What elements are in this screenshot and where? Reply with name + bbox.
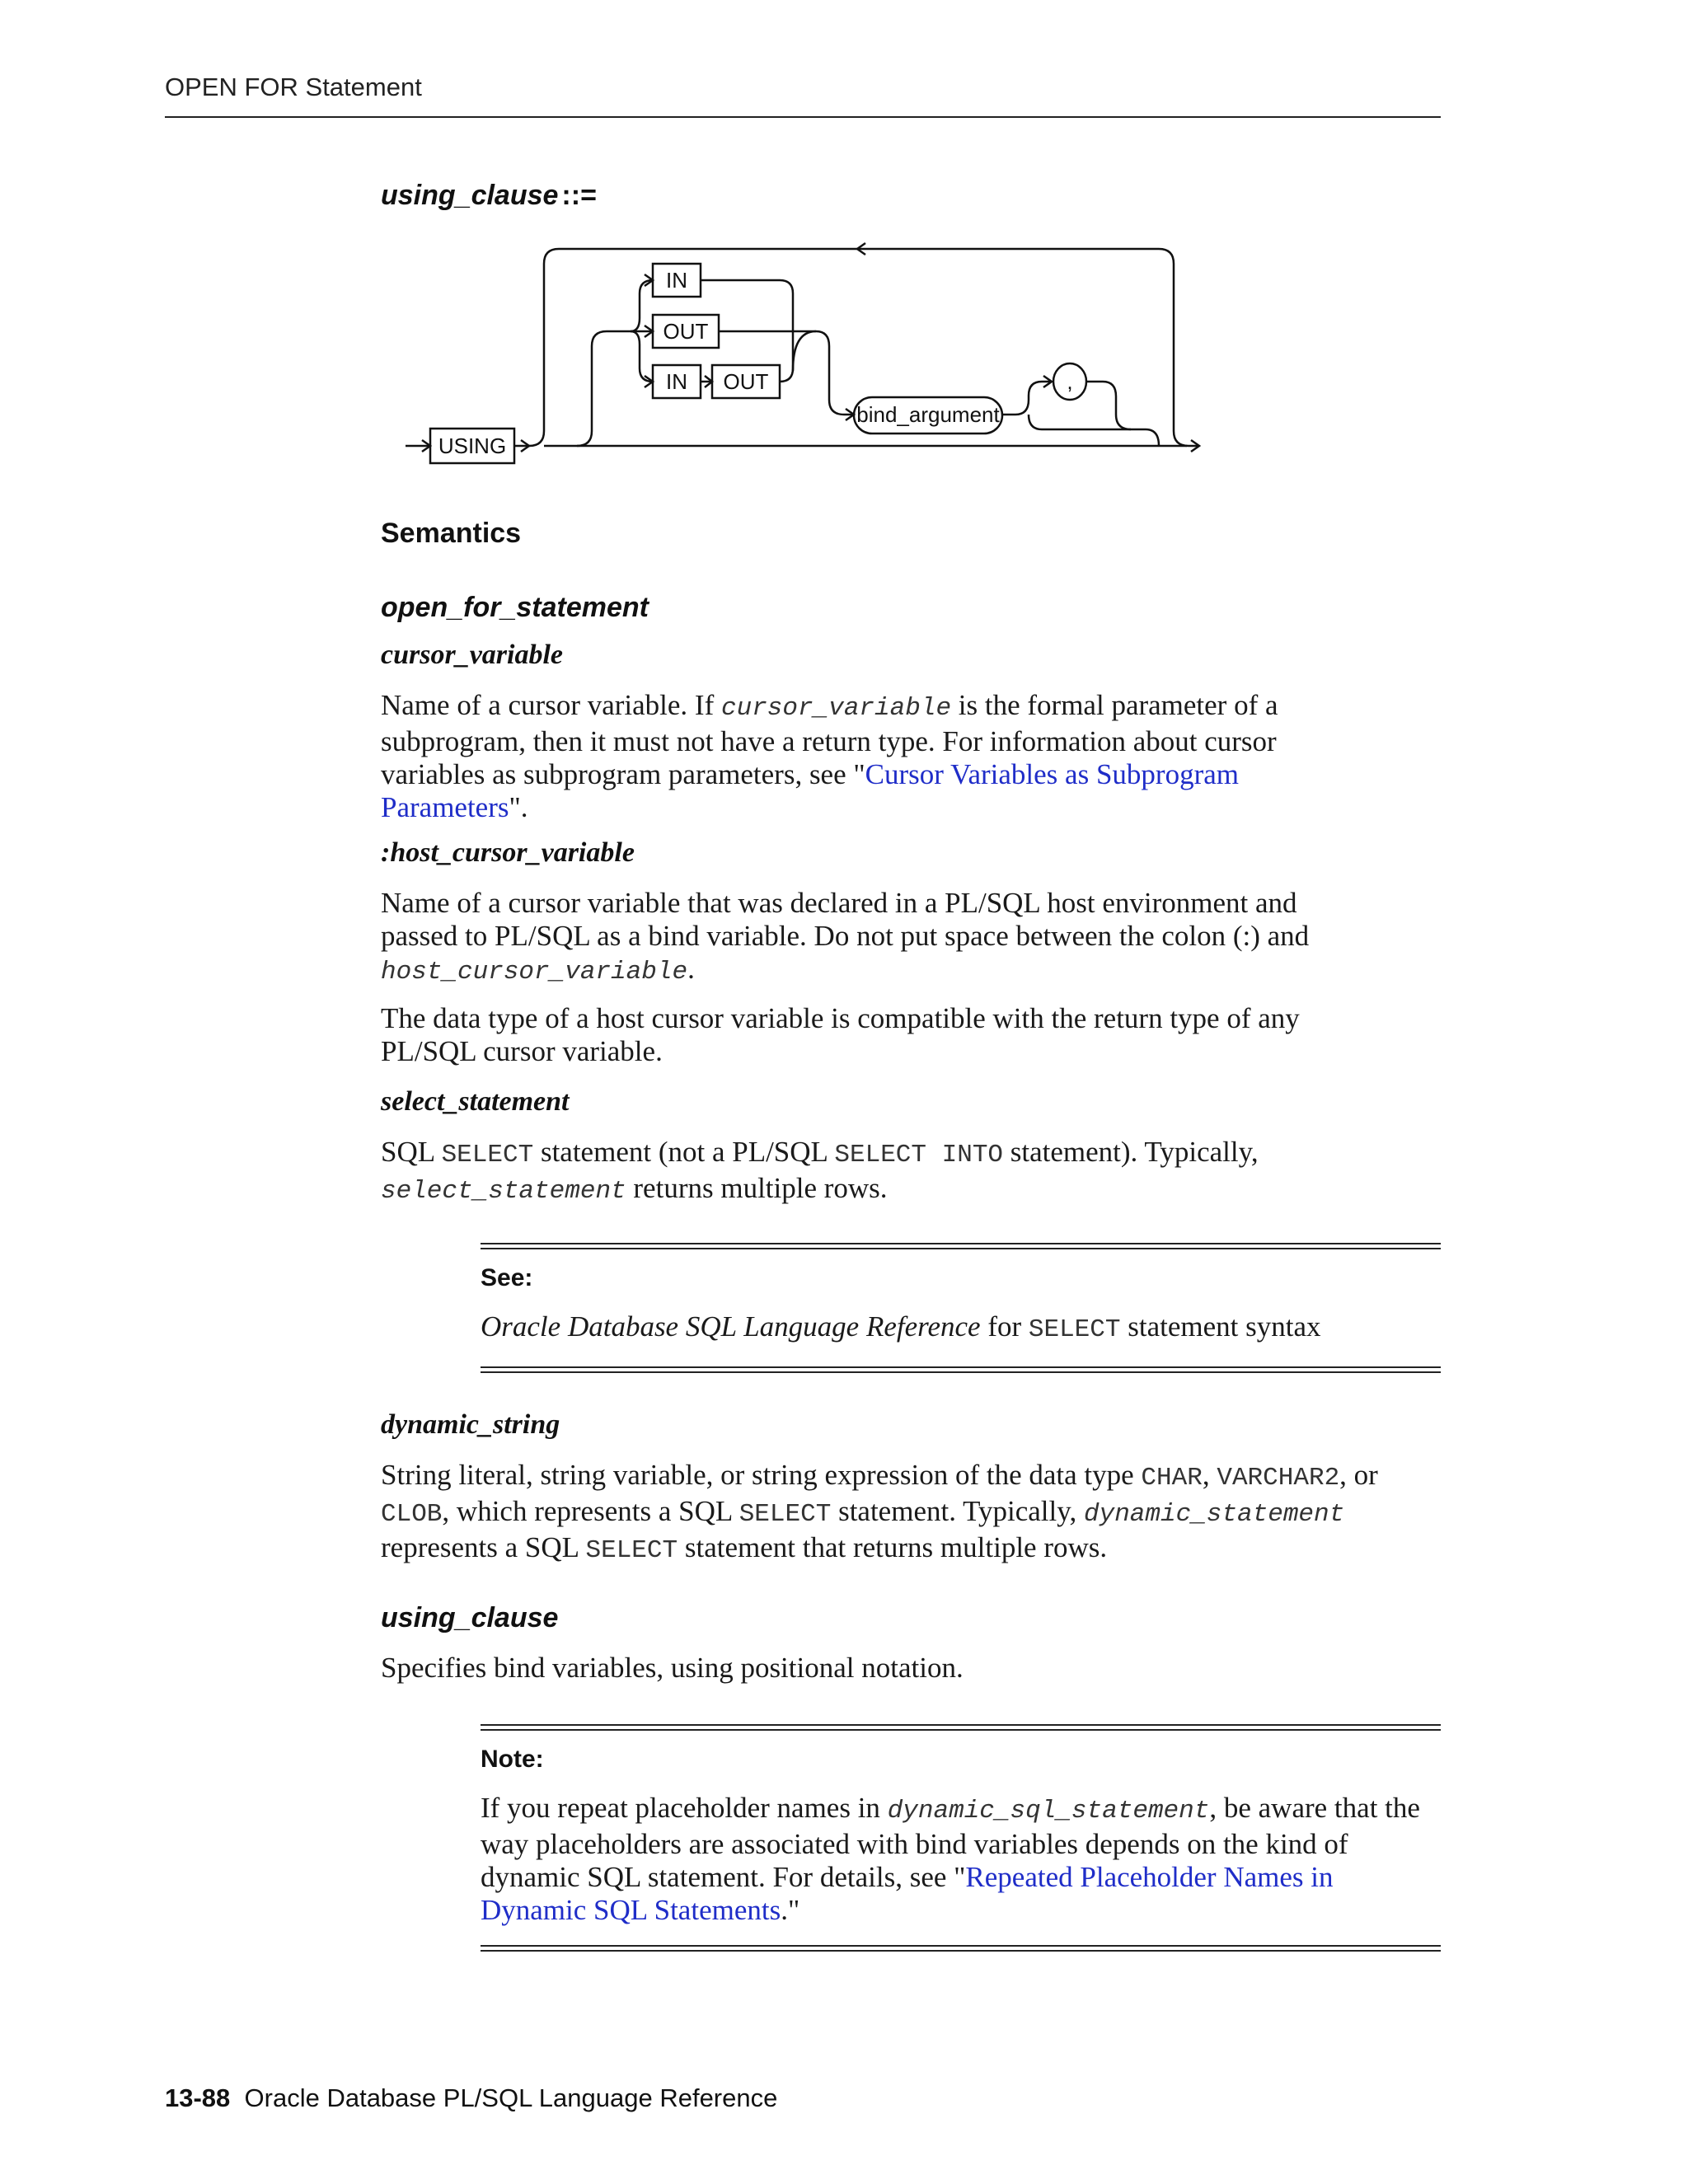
dyn-text-2: , [1202,1459,1217,1491]
dyn-text-4: , which represents a SQL [442,1495,739,1527]
syntax-diagram [0,0,1688,494]
dyn-code-4: SELECT [738,1500,832,1529]
using-clause-heading: using_clause [381,1602,559,1633]
note-box-rule-bottom-1 [481,1945,1441,1947]
syntax-heading-op: ::= [561,180,597,211]
running-header: OPEN FOR Statement [165,73,422,101]
host-cursor-compat-paragraph: The data type of a host cursor variable is compatible with the return type of any PL/SQL cursor variable. [381,1002,1300,1067]
select-text-4: returns multiple rows. [626,1172,888,1204]
open-for-statement-heading: open_for_statement [381,592,649,623]
select-text-2: statement (not a PL/SQL [533,1136,835,1168]
dyn-code-5: dynamic_statement [1083,1500,1345,1529]
dyn-code-1: CHAR [1141,1464,1203,1493]
diagram-using: USING [438,434,507,458]
host-cursor-text-2: . [687,953,695,985]
note-text-2: , be aware that the way placeholders are associated with bind variables depends on the kind of dynamic SQL statement. For details, see " [481,1792,1420,1893]
cursor-variable-text-2: is the formal parameter of a subprogram, then it must not have a return type. For information about cursor variables as subprogram parameters, see " [381,689,1278,790]
host-cursor-variable-description [381,887,1370,989]
using-clause-description: Specifies bind variables, using positional notation. [381,1652,964,1684]
select-text-1: SQL [381,1136,442,1168]
see-box-rule-top-2 [481,1248,1441,1249]
diagram-out2: OUT [723,369,769,394]
note-code: dynamic_sql_statement [887,1797,1210,1825]
note-box-text [481,1792,1445,1927]
see-box-rule-top-1 [481,1243,1441,1244]
select-statement-description [381,1136,1370,1208]
see-box-rule-bottom-1 [481,1366,1441,1368]
diagram-bind-argument: bind_argument [856,402,1000,427]
term-cursor-variable: cursor_variable [381,640,563,670]
dyn-code-2: VARCHAR2 [1217,1464,1340,1493]
note-text-1: If you repeat placeholder names in [481,1792,888,1824]
cursor-variable-text-1: Name of a cursor variable. If [381,689,721,721]
select-text-3: statement). Typically, [1003,1136,1259,1168]
note-box-rule-top-2 [481,1729,1441,1731]
cursor-variable-code: cursor_variable [721,694,952,723]
dyn-text-1: String literal, string variable, or string expression of the data type [381,1459,1142,1491]
dyn-text-6: represents a SQL [381,1531,586,1563]
diagram-comma: , [1067,369,1073,394]
see-box-rule-bottom-2 [481,1371,1441,1373]
see-box-text-1: for [980,1310,1029,1343]
host-cursor-code: host_cursor_variable [381,958,688,987]
note-box-rule-bottom-2 [481,1950,1441,1952]
footer-page-number: 13-88 [165,2083,231,2112]
diagram-in: IN [666,268,687,293]
term-host-cursor-variable: :host_cursor_variable [381,837,635,868]
note-box-label: Note: [481,1746,544,1773]
see-box-code: SELECT [1028,1315,1121,1344]
term-select-statement: select_statement [381,1086,570,1117]
note-box-rule-top-1 [481,1724,1441,1726]
dyn-text-7: statement that returns multiple rows. [678,1531,1108,1563]
see-box-text-2: statement syntax [1120,1310,1321,1343]
select-code-1: SELECT [441,1141,534,1169]
dyn-code-3: CLOB [381,1500,443,1529]
diagram-in2: IN [666,369,687,394]
page-footer [165,2083,777,2113]
dynamic-string-description [381,1459,1444,1568]
note-text-3: ." [781,1894,800,1926]
dyn-code-6: SELECT [585,1536,678,1565]
footer-book-title: Oracle Database PL/SQL Language Reference [244,2083,778,2112]
select-code-2: SELECT INTO [834,1141,1004,1169]
diagram-out: OUT [663,319,709,344]
host-cursor-text-1: Name of a cursor variable that was declared in a PL/SQL host environment and passed to PL/SQL as a bind variable. Do not put space between the colon (:) and [381,887,1310,952]
cursor-variable-text-3: ". [509,791,528,823]
select-code-3: select_statement [381,1177,626,1206]
dyn-text-5: statement. Typically, [831,1495,1084,1527]
repeated-placeholder-link[interactable]: Repeated Placeholder Names in Dynamic SQL Statements [481,1861,1334,1926]
see-box-label: See: [481,1264,533,1291]
dyn-text-3: , or [1339,1459,1378,1491]
see-box-text [481,1310,1441,1347]
syntax-heading-name: using_clause [381,180,559,211]
see-box-book-title: Oracle Database SQL Language Reference [481,1310,981,1343]
term-dynamic-string: dynamic_string [381,1409,560,1440]
semantics-title: Semantics [381,518,522,549]
cursor-variables-link[interactable]: Cursor Variables as Subprogram Parameters [381,758,1239,823]
cursor-variable-description [381,689,1370,824]
